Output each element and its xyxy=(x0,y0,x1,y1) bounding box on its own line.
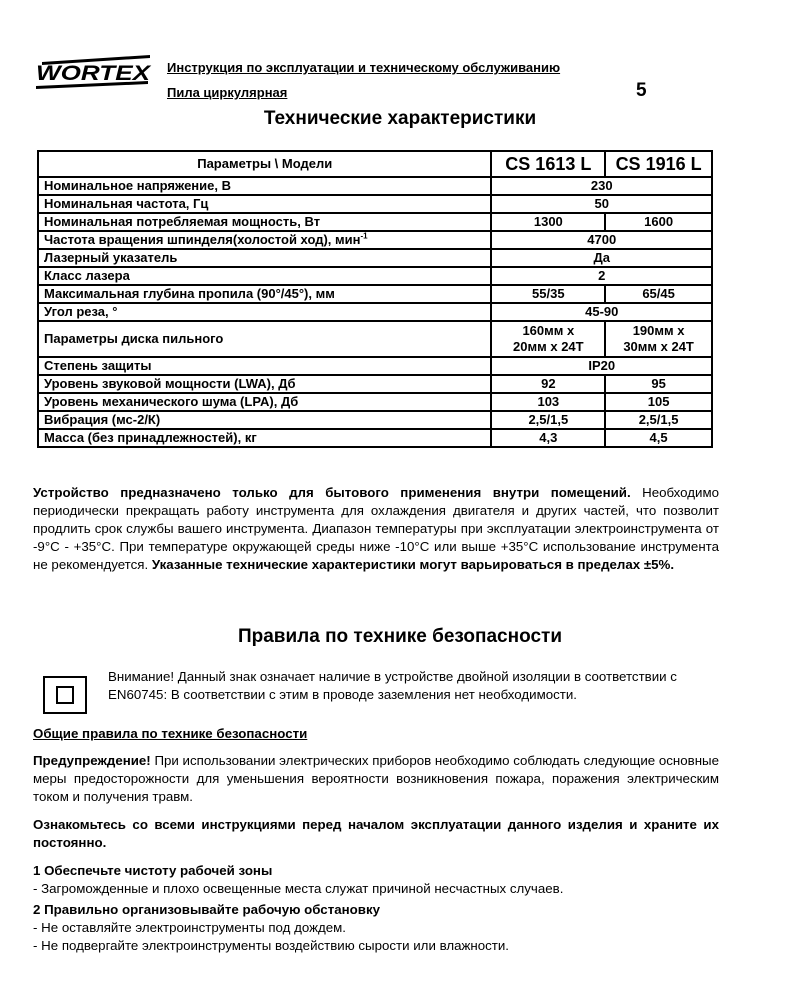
row-value-model2: 4,5 xyxy=(605,429,712,447)
page-number: 5 xyxy=(636,80,647,101)
row-value-model1: 4,3 xyxy=(491,429,605,447)
rule1-item: - Загроможденные и плохо освещенные места служат причиной несчастных случаев. xyxy=(33,881,564,896)
row-value: Да xyxy=(491,249,712,267)
double-insulation-icon xyxy=(43,676,87,714)
row-label: Номинальная потребляемая мощность, Вт xyxy=(38,213,491,231)
double-insulation-notice: Внимание! Данный знак означает наличие в устройстве двойной изоляции в соответствии с EN60745: В соответствии с этим в проводе заземления нет необходимости. xyxy=(108,669,677,702)
row-value: 2 xyxy=(491,267,712,285)
row-value: 230 xyxy=(491,177,712,195)
wortex-logo xyxy=(32,52,154,96)
svg-text:WORTEX: WORTEX xyxy=(36,62,153,85)
table-row xyxy=(38,177,712,195)
warning-text: При использовании электрических приборов необходимо соблюдать следующие основные меры предосторожности для уменьшения вероятности возникновения пожара, поражения электрическим током и получения травм. xyxy=(33,753,719,804)
product-name: Пила циркулярная xyxy=(167,85,288,100)
table-header-row xyxy=(38,151,712,177)
row-label: Уровень звуковой мощности (LWA), Дб xyxy=(38,375,491,393)
intro-bold-end: Указанные технические характеристики могут варьироваться в пределах ±5%. xyxy=(151,557,675,572)
rule2-item: - Не подвергайте электроинструменты воздействию сырости или влажности. xyxy=(33,938,509,953)
speed-unit-exponent: -1 xyxy=(360,231,368,241)
model-cs1613l: CS 1613 L xyxy=(491,151,605,177)
table-row xyxy=(38,357,712,375)
row-label: Степень защиты xyxy=(38,357,491,375)
table-row xyxy=(38,303,712,321)
row-value: 45-90 xyxy=(491,303,712,321)
table-row xyxy=(38,321,712,357)
table-row xyxy=(38,231,712,249)
row-value-model1: 55/35 xyxy=(491,285,605,303)
rule2-item: - Не оставляйте электроинструменты под дождем. xyxy=(33,920,346,935)
row-label: Масса (без принадлежностей), кг xyxy=(38,429,491,447)
row-value-model1: 92 xyxy=(491,375,605,393)
double-insulation-inner-square xyxy=(56,686,74,704)
table-row xyxy=(38,213,712,231)
table-row xyxy=(38,429,712,447)
table-row xyxy=(38,285,712,303)
row-label: Номинальное напряжение, В xyxy=(38,177,491,195)
disc-size-model1-line2: 20мм х 24Т xyxy=(513,339,584,354)
row-label: Максимальная глубина пропила (90°/45°), мм xyxy=(38,285,491,303)
rule1-title: 1 Обеспечьте чистоту рабочей зоны xyxy=(33,863,273,878)
warning-label: Предупреждение! xyxy=(33,753,151,768)
row-value-model1: 1300 xyxy=(491,213,605,231)
disc-size-model1-line1: 160мм х xyxy=(522,323,575,338)
row-label: Класс лазера xyxy=(38,267,491,285)
disc-size-model2-line2: 30мм х 24Т xyxy=(623,339,694,354)
row-value: 4700 xyxy=(491,231,712,249)
row-value-model2: 65/45 xyxy=(605,285,712,303)
row-value-model2: 105 xyxy=(605,393,712,411)
row-value-model2 xyxy=(605,321,712,357)
row-value-model2: 95 xyxy=(605,375,712,393)
speed-label-text: Частота вращения шпинделя(холостой ход), мин xyxy=(44,232,361,247)
intro-bold-start: Устройство предназначено только для бытового применения внутри помещений. xyxy=(33,485,631,500)
row-label: Угол реза, ° xyxy=(38,303,491,321)
row-label: Лазерный указатель xyxy=(38,249,491,267)
document-title: Инструкция по эксплуатации и техническому обслуживанию xyxy=(167,60,561,75)
table-row xyxy=(38,411,712,429)
intro-paragraph xyxy=(33,484,719,574)
table-row xyxy=(38,249,712,267)
row-value-model1: 2,5/1,5 xyxy=(491,411,605,429)
row-value-model2: 2,5/1,5 xyxy=(605,411,712,429)
read-instructions-paragraph: Ознакомьтесь со всеми инструкциями перед началом эксплуатации данного изделия и храните их постоянно. xyxy=(33,817,719,850)
table-row xyxy=(38,195,712,213)
rule2-title: 2 Правильно организовывайте рабочую обстановку xyxy=(33,902,380,917)
intro-body: Необходимо периодически прекращать работу инструмента для охлаждения двигателя и других частей, что позволит продлить срок службы вашего инструмента. Диапазон температуры при эксплуатации электроинструмента от -9°С - +35°С. При температуре окружающей среды ниже -10°С или выше +35°С использование инструмента не рекомендуется. xyxy=(33,485,719,572)
table-row xyxy=(38,375,712,393)
model-cs1916l: CS 1916 L xyxy=(605,151,712,177)
table-row xyxy=(38,393,712,411)
row-value: 50 xyxy=(491,195,712,213)
row-label: Номинальная частота, Гц xyxy=(38,195,491,213)
table-row xyxy=(38,267,712,285)
row-label: Вибрация (мс-2/К) xyxy=(38,411,491,429)
specs-table xyxy=(37,150,713,448)
row-value-model1 xyxy=(491,321,605,357)
row-label: Уровень механического шума (LPA), Дб xyxy=(38,393,491,411)
disc-size-model2-line1: 190мм х xyxy=(632,323,685,338)
row-label: Параметры диска пильного xyxy=(38,321,491,357)
row-value-model1: 103 xyxy=(491,393,605,411)
general-rules-heading: Общие правила по технике безопасности xyxy=(33,726,308,741)
warning-paragraph xyxy=(33,752,719,806)
row-value-model2: 1600 xyxy=(605,213,712,231)
row-value: IP20 xyxy=(491,357,712,375)
header-label: Параметры \ Модели xyxy=(38,151,491,177)
specs-title: Технические характеристики xyxy=(263,108,537,129)
row-label xyxy=(38,231,491,249)
safety-title: Правила по технике безопасности xyxy=(237,626,563,647)
